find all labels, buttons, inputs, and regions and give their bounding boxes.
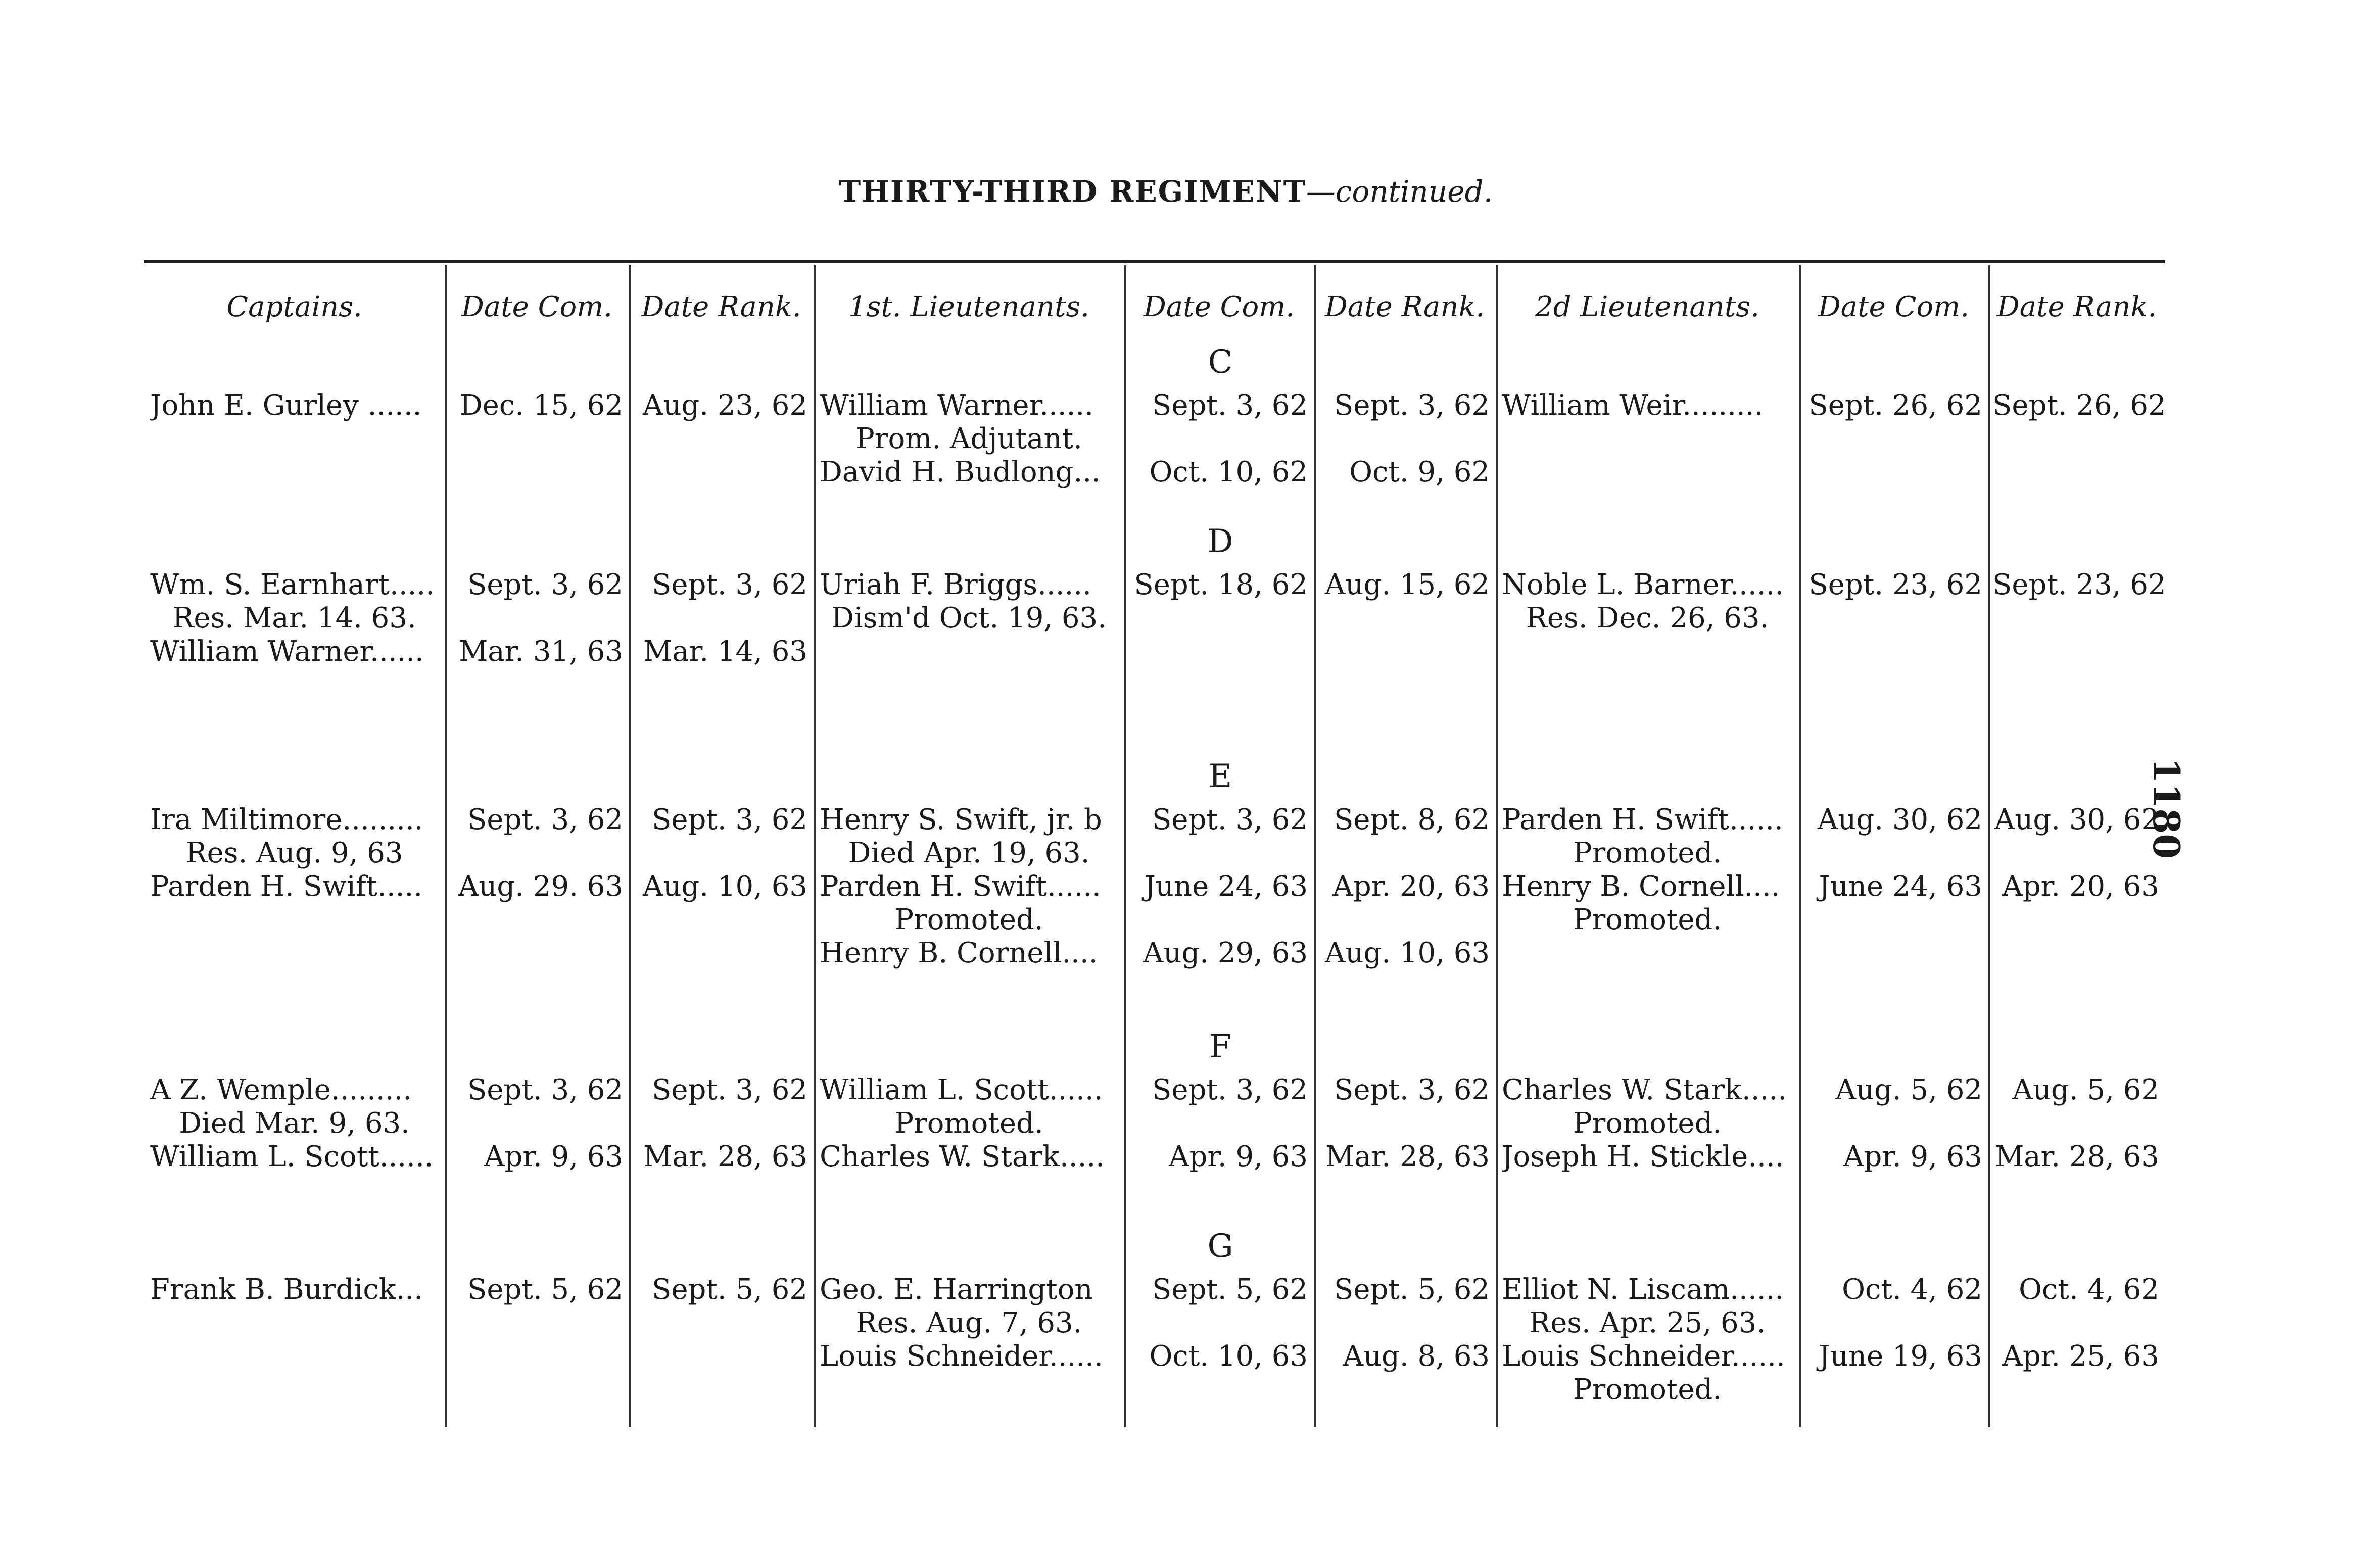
table-cell-lt2-rank: Sept. 23, 62 [1992,568,2166,601]
table-cell-lt2-rank: Sept. 26, 62 [1992,389,2166,422]
table-cell-lt1: Uriah F. Briggs...... [820,568,1091,601]
table-cell-lt2-rank: Apr. 20, 63 [2002,870,2159,903]
page-title [839,174,1493,209]
company-letter: G [1207,1228,1233,1265]
header-first-lt-date-com: Date Com. [1143,290,1295,323]
header-first-lieutenants: 1st. Lieutenants. [848,290,1089,323]
table-cell-lt2: Res. Apr. 25, 63. [1529,1306,1766,1339]
table-cell-lt2-rank: Apr. 25, 63 [2002,1340,2159,1373]
table-cell-lt1-com: Sept. 3, 62 [1152,1074,1308,1106]
column-divider [629,265,631,1427]
table-cell-captain: Res. Mar. 14. 63. [172,602,416,635]
table-cell-cap-com: Dec. 15, 62 [459,389,623,422]
table-cell-lt1: Henry B. Cornell.... [820,937,1098,969]
header-captain-date-rank: Date Rank. [641,290,801,323]
table-cell-lt2-com: June 24, 63 [1819,870,1982,903]
table-cell-lt1: David H. Budlong... [820,456,1101,489]
table-cell-lt1-rank: Aug. 8, 63 [1343,1340,1490,1373]
header-rule [144,260,2165,263]
table-cell-lt1-rank: Sept. 3, 62 [1334,1074,1490,1106]
table-cell-lt1-rank: Oct. 9, 62 [1349,456,1490,489]
title-main: THIRTY-THIRD REGIMENT [839,174,1306,209]
title-suffix: —continued. [1306,174,1493,209]
table-cell-lt1: Charles W. Stark..... [820,1140,1105,1173]
table-cell-lt1: Henry S. Swift, jr. b [820,803,1102,836]
table-cell-lt1: Prom. Adjutant. [855,422,1082,455]
header-captains: Captains. [226,290,362,323]
table-cell-lt2: Promoted. [1573,903,1722,936]
table-cell-lt1-rank: Sept. 8, 62 [1334,803,1490,836]
table-cell-lt2-com: June 19, 63 [1819,1340,1982,1373]
table-cell-captain: A Z. Wemple......... [150,1074,412,1106]
table-cell-cap-com: Apr. 9, 63 [484,1140,623,1173]
table-cell-lt2: Elliot N. Liscam...... [1502,1273,1784,1306]
table-cell-lt2: Promoted. [1573,837,1722,869]
column-divider [1124,265,1126,1427]
table-cell-lt1: William Warner...... [820,389,1093,422]
table-cell-lt2-com: Oct. 4, 62 [1842,1273,1982,1306]
table-cell-captain: Frank B. Burdick... [150,1273,423,1306]
table-cell-lt2-rank: Oct. 4, 62 [2019,1273,2159,1306]
table-cell-cap-rank: Mar. 28, 63 [643,1140,807,1173]
table-cell-captain: Died Mar. 9, 63. [179,1107,410,1140]
column-divider [1799,265,1801,1427]
table-cell-cap-rank: Sept. 3, 62 [652,803,807,836]
table-cell-cap-rank: Mar. 14, 63 [643,635,807,668]
table-cell-lt1-rank: Mar. 28, 63 [1325,1140,1490,1173]
table-cell-lt2: Henry B. Cornell.... [1502,870,1780,903]
table-cell-captain: Wm. S. Earnhart..... [150,568,435,601]
table-cell-lt1-rank: Sept. 3, 62 [1334,389,1490,422]
table-cell-lt2: Promoted. [1573,1373,1722,1406]
table-cell-lt1-rank: Sept. 5, 62 [1334,1273,1490,1306]
header-second-lt-date-com: Date Com. [1818,290,1970,323]
table-cell-lt1-com: Aug. 29, 63 [1143,937,1308,969]
table-cell-cap-com: Sept. 3, 62 [467,1074,623,1106]
table-cell-lt1: Parden H. Swift...... [820,870,1101,903]
table-cell-lt1-rank: Aug. 15, 62 [1324,568,1490,601]
table-cell-captain: Res. Aug. 9, 63 [185,837,403,869]
table-cell-cap-com: Mar. 31, 63 [458,635,623,668]
table-cell-lt2-com: Sept. 23, 62 [1808,568,1982,601]
table-cell-cap-rank: Aug. 23, 62 [642,389,807,422]
table-cell-lt1: Died Apr. 19, 63. [848,837,1090,869]
table-cell-captain: William L. Scott...... [150,1140,434,1173]
table-cell-lt1: Louis Schneider...... [820,1340,1103,1373]
table-cell-cap-com: Aug. 29. 63 [458,870,623,903]
table-cell-lt1-com: Oct. 10, 63 [1149,1340,1308,1373]
table-cell-captain: William Warner...... [150,635,424,668]
table-cell-captain: Parden H. Swift..... [150,870,423,903]
table-cell-lt1: Geo. E. Harrington [820,1273,1093,1306]
table-cell-lt1-com: Oct. 10, 62 [1149,456,1308,489]
column-divider [445,265,447,1427]
table-cell-lt2: Res. Dec. 26, 63. [1526,602,1769,635]
table-cell-lt2-rank: Aug. 30, 62 [1994,803,2159,836]
column-divider [1314,265,1316,1427]
table-cell-cap-com: Sept. 5, 62 [467,1273,623,1306]
header-first-lt-date-rank: Date Rank. [1324,290,1485,323]
table-cell-cap-com: Sept. 3, 62 [467,803,623,836]
header-second-lieutenants: 2d Lieutenants. [1535,290,1759,323]
table-cell-cap-rank: Aug. 10, 63 [642,870,807,903]
table-cell-lt2-rank: Aug. 5, 62 [2012,1074,2159,1106]
company-letter: F [1209,1028,1232,1065]
header-captain-date-com: Date Com. [461,290,613,323]
table-cell-cap-com: Sept. 3, 62 [467,568,623,601]
table-cell-lt2: Promoted. [1573,1107,1722,1140]
table-cell-lt1: Promoted. [894,1107,1043,1140]
table-cell-lt1-com: Sept. 18, 62 [1134,568,1308,601]
table-cell-lt1: Res. Aug. 7, 63. [855,1306,1082,1339]
table-cell-lt2: William Weir......... [1502,389,1764,422]
table-cell-lt1-com: Sept. 5, 62 [1152,1273,1308,1306]
column-divider [1988,265,1990,1427]
table-cell-lt2-com: Apr. 9, 63 [1843,1140,1982,1173]
table-cell-lt1-com: Sept. 3, 62 [1152,803,1308,836]
table-cell-cap-rank: Sept. 5, 62 [652,1273,807,1306]
table-cell-captain: John E. Gurley ...... [150,389,422,422]
table-cell-lt1-com: June 24, 63 [1144,870,1308,903]
table-cell-captain: Ira Miltimore......... [150,803,423,836]
company-letter: C [1208,344,1233,381]
table-cell-lt1: Promoted. [894,903,1043,936]
table-cell-lt2: Joseph H. Stickle.... [1502,1140,1784,1173]
table-cell-lt1: Dism'd Oct. 19, 63. [831,602,1107,635]
table-cell-lt1-com: Apr. 9, 63 [1169,1140,1308,1173]
table-cell-lt2-com: Aug. 30, 62 [1817,803,1982,836]
table-cell-lt1: William L. Scott...... [820,1074,1103,1106]
table-cell-lt1-com: Sept. 3, 62 [1152,389,1308,422]
table-cell-cap-rank: Sept. 3, 62 [652,568,807,601]
table-cell-lt2: Charles W. Stark..... [1502,1074,1787,1106]
table-cell-lt2-com: Sept. 26, 62 [1808,389,1982,422]
company-letter: D [1207,523,1233,560]
table-cell-lt1-rank: Apr. 20, 63 [1332,870,1490,903]
table-cell-lt2: Parden H. Swift...... [1502,803,1783,836]
table-cell-cap-rank: Sept. 3, 62 [652,1074,807,1106]
table-cell-lt2-com: Aug. 5, 62 [1835,1074,1982,1106]
company-letter: E [1208,758,1232,795]
page-number: 1180 [2145,758,2188,859]
table-cell-lt2: Louis Schneider...... [1502,1340,1785,1373]
table-cell-lt2-rank: Mar. 28, 63 [1994,1140,2159,1173]
table-cell-lt1-rank: Aug. 10, 63 [1324,937,1490,969]
table-cell-lt2: Noble L. Barner...... [1502,568,1784,601]
header-second-lt-date-rank: Date Rank. [1996,290,2157,323]
